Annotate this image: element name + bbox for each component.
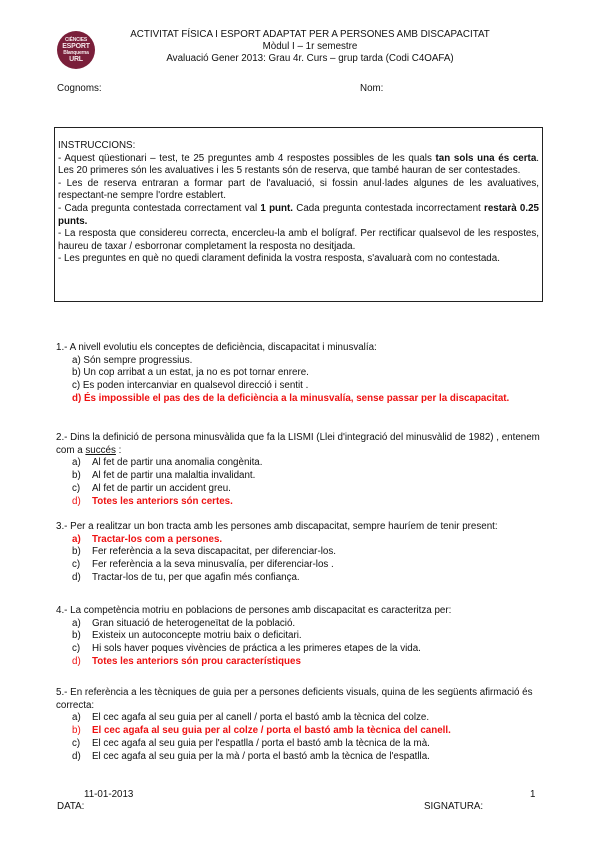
question-5 [56,687,544,763]
logo-text: ESPORT [62,43,90,50]
logo-text: URL [69,56,83,63]
signature-label: SIGNATURA: [424,801,484,812]
answer-option-correct: d) Totes les anteriors són prou característiques [72,655,301,667]
answer-option: d) El cec agafa al seu guia per la mà / porta el bastó amb la tècnica de l'espatlla. [72,750,430,762]
answer-option: b) Al fet de partir una malaltia invalidant. [72,470,256,482]
answer-option: b) Fer referència a la seva discapacitat, per diferenciar-los. [72,546,336,558]
answer-option: c) Hi sols haver poques vivències de práctica a les primeres etapes de la vida. [72,643,421,655]
instruction-item: - Cada pregunta contestada correctament val 1 punt. Cada pregunta contestada incorrectament restarà 0.25 punts. [58,202,539,227]
answer-option-correct: d) Totes les anteriors són certes. [72,495,233,507]
document-header [110,29,510,65]
answer-option: a) El cec agafa al seu guia per al canell / porta el bastó amb la tècnica del colze. [72,712,430,724]
course-title: ACTIVITAT FÍSICA I ESPORT ADAPTAT PER A PERSONES AMB DISCAPACITAT [130,29,490,40]
answer-option: c) Es poden intercanviar en qualsevol direcció i sentit . [72,380,309,392]
question-text: 2.- Dins la definició de persona minusvàlida que fa la LISMI (Llei d'integració del minusvàlid de 1982) , entenem com a succés : [56,432,540,456]
instruction-item: - Aquest qüestionari – test, te 25 preguntes amb 4 respostes possibles de les quals tan sols una és certa. Les 20 primeres són les avaluatives i les 5 restants són de reserva, que també hauran de ser contestades. [58,152,539,177]
question-text: 3.- Per a realitzar un bon tracta amb les persones amb discapacitat, sempre hauríem de tenir present: [56,521,498,532]
answer-option-correct: b) El cec agafa al seu guia per al colze / porta el bastó amb la tècnica del canell. [72,725,451,737]
date-value: 11-01-2013 [84,789,134,800]
answer-option: a) Són sempre progressius. [72,354,193,366]
logo-text: CIÈNCIES [64,37,88,43]
date-label: DATA: [57,801,85,812]
module-label: Mòdul I – 1r semestre [262,41,358,52]
answer-option: c) El cec agafa al seu guia per l'espatlla / porta el bastó amb la tècnica de la mà. [72,737,430,749]
page-number: 1 [530,789,536,800]
name-label: Nom: [360,83,384,94]
answer-option: a) Al fet de partir una anomalia congènita. [72,457,263,469]
answer-option: a) Gran situació de heterogeneïtat de la població. [72,617,296,629]
answer-option: c) Fer referència a la seva minusvalía, per diferenciar-los . [72,559,334,571]
question-text: 5.- En referència a les tècniques de guia per a persones deficients visuals, quina de les següents afirmació és correcta: [56,687,533,711]
instructions-heading: INSTRUCCIONS: [58,140,136,151]
logo-text: Blanquerna [63,50,89,56]
answer-option: d) Tractar-los de tu, per que agafin més confiança. [72,571,300,583]
question-4 [56,605,544,669]
question-3 [56,521,544,585]
question-1 [56,342,544,406]
evaluation-label: Avaluació Gener 2013: Grau 4r. Curs – grup tarda (Codi C4OAFA) [166,53,454,64]
instructions-box [54,127,543,302]
answer-option: b) Un cop arribat a un estat, ja no es pot tornar enrere. [72,367,309,379]
instruction-item: - La resposta que considereu correcta, encercleu-la amb el bolígraf. Per rectificar qualsevol de les respostes, haureu de taxar / esborronar completament la resposta no desitjada. [58,228,539,252]
question-text: 1.- A nivell evolutiu els conceptes de deficiència, discapacitat i minusvalía: [56,342,377,353]
question-2 [56,432,544,508]
answer-option: b) Existeix un autoconcepte motriu baix o deficitari. [72,630,302,642]
university-logo [57,31,95,69]
instruction-item: - Les preguntes en què no quedi clarament definida la vostra resposta, s'avaluarà com no contestada. [58,253,500,265]
answer-option: c) Al fet de partir un accident greu. [72,482,231,494]
answer-option-correct: a) Tractar-los com a persones. [72,533,223,545]
surname-label: Cognoms: [57,83,102,94]
answer-option-correct: d) És impossible el pas des de la deficiència a la minusvalía, sense passar per la discapacitat. [72,392,510,404]
question-text: 4.- La competència motriu en poblacions de persones amb discapacitat es caracteritza per: [56,605,452,616]
instruction-item: - Les de reserva entraran a formar part de l'avaluació, si fossin anul·lades algunes de les avaluatives, respectant-ne sempre l'ordre establert. [58,177,539,202]
